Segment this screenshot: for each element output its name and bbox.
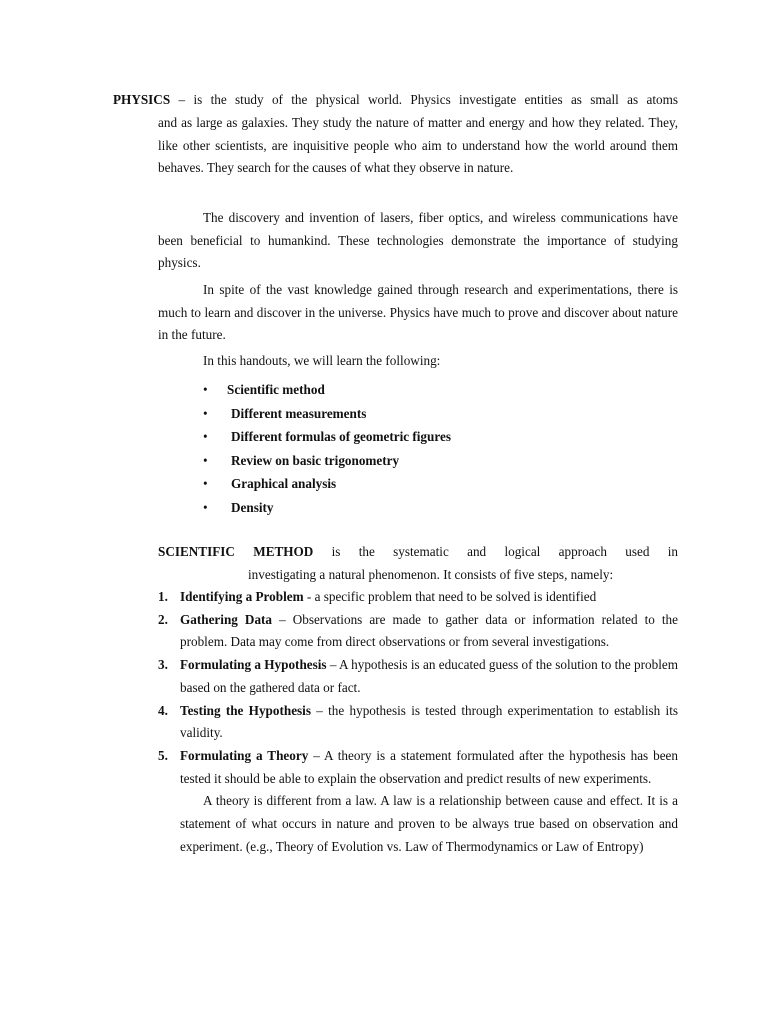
physics-definition-rest: and as large as galaxies. They study the nature of matter and energy and how they related. They, like other scientists, are inquisitive people who aim to understand how the world around them behaves. They search for the causes of what they observe in nature.: [158, 115, 678, 176]
list-item: [203, 449, 451, 473]
list-item: [203, 425, 451, 449]
step-title: Identifying a Problem: [180, 589, 304, 604]
bullet: •: [203, 405, 208, 421]
step-number: 5.: [158, 747, 168, 763]
physics-first-line: [113, 92, 678, 108]
step-title: Formulating a Theory: [180, 747, 309, 763]
topic-label: Different measurements: [231, 405, 367, 421]
knowledge-paragraph: In spite of the vast knowledge gained through research and experimentations, there is much to learn and discover in the universe. Physics have much to prove and discover about nature in the future.: [158, 282, 678, 343]
step-number: 4.: [158, 702, 168, 718]
topic-label: Scientific method: [227, 382, 325, 397]
step-text: – A theory is a statement formulated after the hypothesis has been tested it should be able to explain the observation and predict results of new experiments.: [180, 747, 678, 786]
physics-term: PHYSICS: [113, 92, 171, 107]
step-number: 2.: [158, 611, 168, 627]
step-title: Gathering Data: [180, 611, 273, 627]
theory-note: A theory is different from a law. A law is a relationship between cause and effect. It is a statement of what occurs in nature and proven to be always true based on observation and experiment. (e.g., Theory of Evolution vs. Law of Thermodynamics or Law of Entropy): [180, 793, 678, 854]
list-item: [203, 472, 451, 496]
list-item: [158, 609, 678, 654]
step-title: Testing the Hypothesis: [180, 702, 311, 718]
scientific-method-second-line: investigating a natural phenomenon. It consists of five steps, namely:: [248, 567, 614, 582]
list-item: [158, 700, 678, 745]
topic-label: Density: [231, 499, 274, 515]
list-item: [158, 654, 678, 699]
bullet: •: [203, 429, 208, 445]
steps-list: [158, 586, 678, 858]
bullet: •: [203, 382, 208, 397]
bullet: •: [203, 499, 208, 515]
bullet: •: [203, 452, 208, 468]
list-item: [158, 745, 678, 790]
scientific-method-definition-start: is the systematic and logical approach used in: [313, 544, 678, 559]
step-text: - a specific problem that need to be solved is identified: [303, 589, 597, 604]
step-text: – the hypothesis is tested through experimentation to establish its validity.: [180, 702, 678, 741]
list-item: [203, 402, 451, 426]
topic-label: Graphical analysis: [231, 476, 337, 492]
technology-paragraph: The discovery and invention of lasers, fiber optics, and wireless communications have been beneficial to humankind. These technologies demonstrate the importance of studying physics.: [158, 210, 678, 271]
step-title: Formulating a Hypothesis: [180, 657, 327, 673]
physics-definition-start: – is the study of the physical world. Physics investigate entities as small as atoms: [170, 92, 678, 107]
list-item: [203, 496, 451, 520]
topics-list: [203, 378, 451, 520]
step-number: 3.: [158, 657, 168, 673]
scientific-method-first-line: [158, 544, 678, 560]
step-number: 1.: [158, 589, 168, 604]
step-text: – A hypothesis is an educated guess of the solution to the problem based on the gathered data or fact.: [180, 657, 678, 695]
step-text: – Observations are made to gather data or information related to the problem. Data may come from direct observations or from several investigations.: [180, 611, 679, 650]
handout-intro: In this handouts, we will learn the following:: [203, 353, 441, 368]
bullet: •: [203, 476, 208, 492]
scientific-method-term: SCIENTIFIC METHOD: [158, 544, 314, 559]
topic-label: Different formulas of geometric figures: [231, 429, 451, 445]
topic-label: Review on basic trigonometry: [231, 452, 400, 468]
list-item: [158, 586, 678, 609]
list-item: [203, 378, 451, 402]
